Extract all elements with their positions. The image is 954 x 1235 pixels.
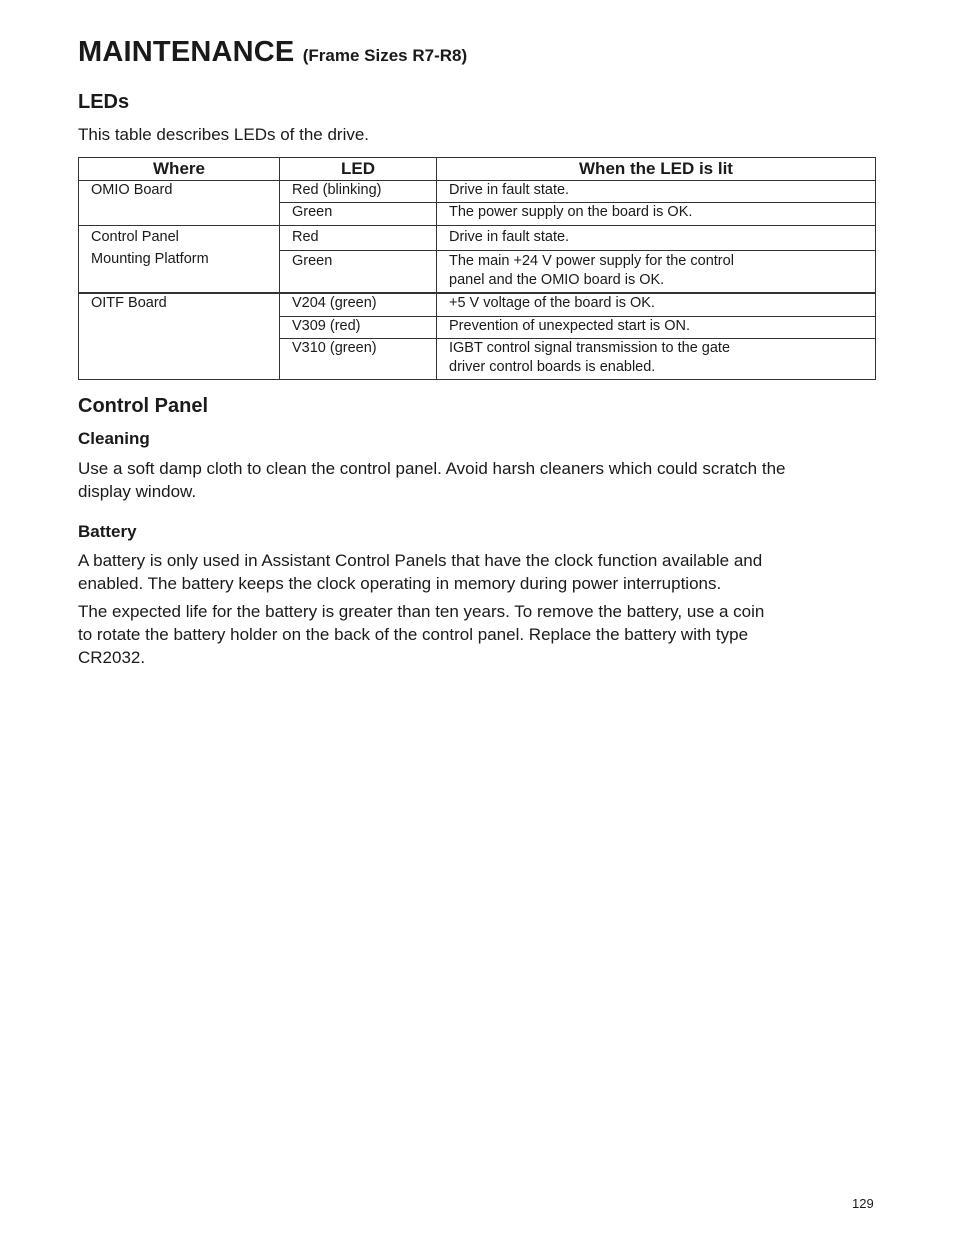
page-title-subtitle: (Frame Sizes R7-R8) xyxy=(302,46,468,65)
battery-paragraph-2 xyxy=(78,600,878,669)
where-cell xyxy=(79,226,280,294)
desc-cell: Drive in fault state. xyxy=(437,181,876,203)
led-cell: V310 (green) xyxy=(280,339,437,380)
desc-cell xyxy=(437,339,876,380)
led-cell: V309 (red) xyxy=(280,317,437,339)
where-label: Control Panel xyxy=(91,229,179,245)
col-header-led: LED xyxy=(280,158,437,181)
battery-paragraph-1 xyxy=(78,549,878,595)
table-row xyxy=(79,226,876,251)
text-line: The expected life for the battery is greater than ten years. To remove the battery, use a coin xyxy=(78,602,765,621)
desc-cell: The power supply on the board is OK. xyxy=(437,203,876,226)
desc-line: The main +24 V power supply for the control xyxy=(449,253,734,269)
table-header-row xyxy=(79,158,876,181)
desc-line: panel and the OMIO board is OK. xyxy=(449,272,665,288)
text-line: display window. xyxy=(78,482,197,501)
desc-line: driver control boards is enabled. xyxy=(449,359,656,375)
cleaning-heading: Cleaning xyxy=(78,429,150,448)
desc-line: IGBT control signal transmission to the gate xyxy=(449,340,731,356)
page-title xyxy=(78,36,467,69)
col-header-when: When the LED is lit xyxy=(437,158,876,181)
where-label: Mounting Platform xyxy=(91,251,209,267)
text-line: enabled. The battery keeps the clock operating in memory during power interruptions. xyxy=(78,574,722,593)
led-cell: Green xyxy=(280,251,437,294)
where-label: OMIO Board xyxy=(91,182,173,198)
where-cell xyxy=(79,293,280,380)
led-cell: Red (blinking) xyxy=(280,181,437,203)
led-cell: Red xyxy=(280,226,437,251)
where-cell xyxy=(79,181,280,226)
desc-cell: Drive in fault state. xyxy=(437,226,876,251)
led-cell: V204 (green) xyxy=(280,293,437,317)
leds-intro: This table describes LEDs of the drive. xyxy=(78,125,370,144)
page-number: 129 xyxy=(852,1196,874,1211)
page-title-main: MAINTENANCE xyxy=(78,36,295,68)
col-header-where: Where xyxy=(79,158,280,181)
led-cell: Green xyxy=(280,203,437,226)
text-line: Use a soft damp cloth to clean the control panel. Avoid harsh cleaners which could scratch the xyxy=(78,459,786,478)
where-label: OITF Board xyxy=(91,295,167,311)
desc-cell xyxy=(437,251,876,294)
control-panel-heading: Control Panel xyxy=(78,395,209,417)
text-line: A battery is only used in Assistant Control Panels that have the clock function available and xyxy=(78,551,763,570)
table-row xyxy=(79,181,876,203)
text-line: CR2032. xyxy=(78,648,146,667)
cleaning-text xyxy=(78,457,878,503)
leds-table xyxy=(78,157,876,380)
desc-cell: Prevention of unexpected start is ON. xyxy=(437,317,876,339)
desc-cell: +5 V voltage of the board is OK. xyxy=(437,293,876,317)
leds-heading: LEDs xyxy=(78,91,130,113)
text-line: to rotate the battery holder on the back of the control panel. Replace the battery with type xyxy=(78,625,749,644)
table-row xyxy=(79,293,876,317)
battery-heading: Battery xyxy=(78,522,137,541)
